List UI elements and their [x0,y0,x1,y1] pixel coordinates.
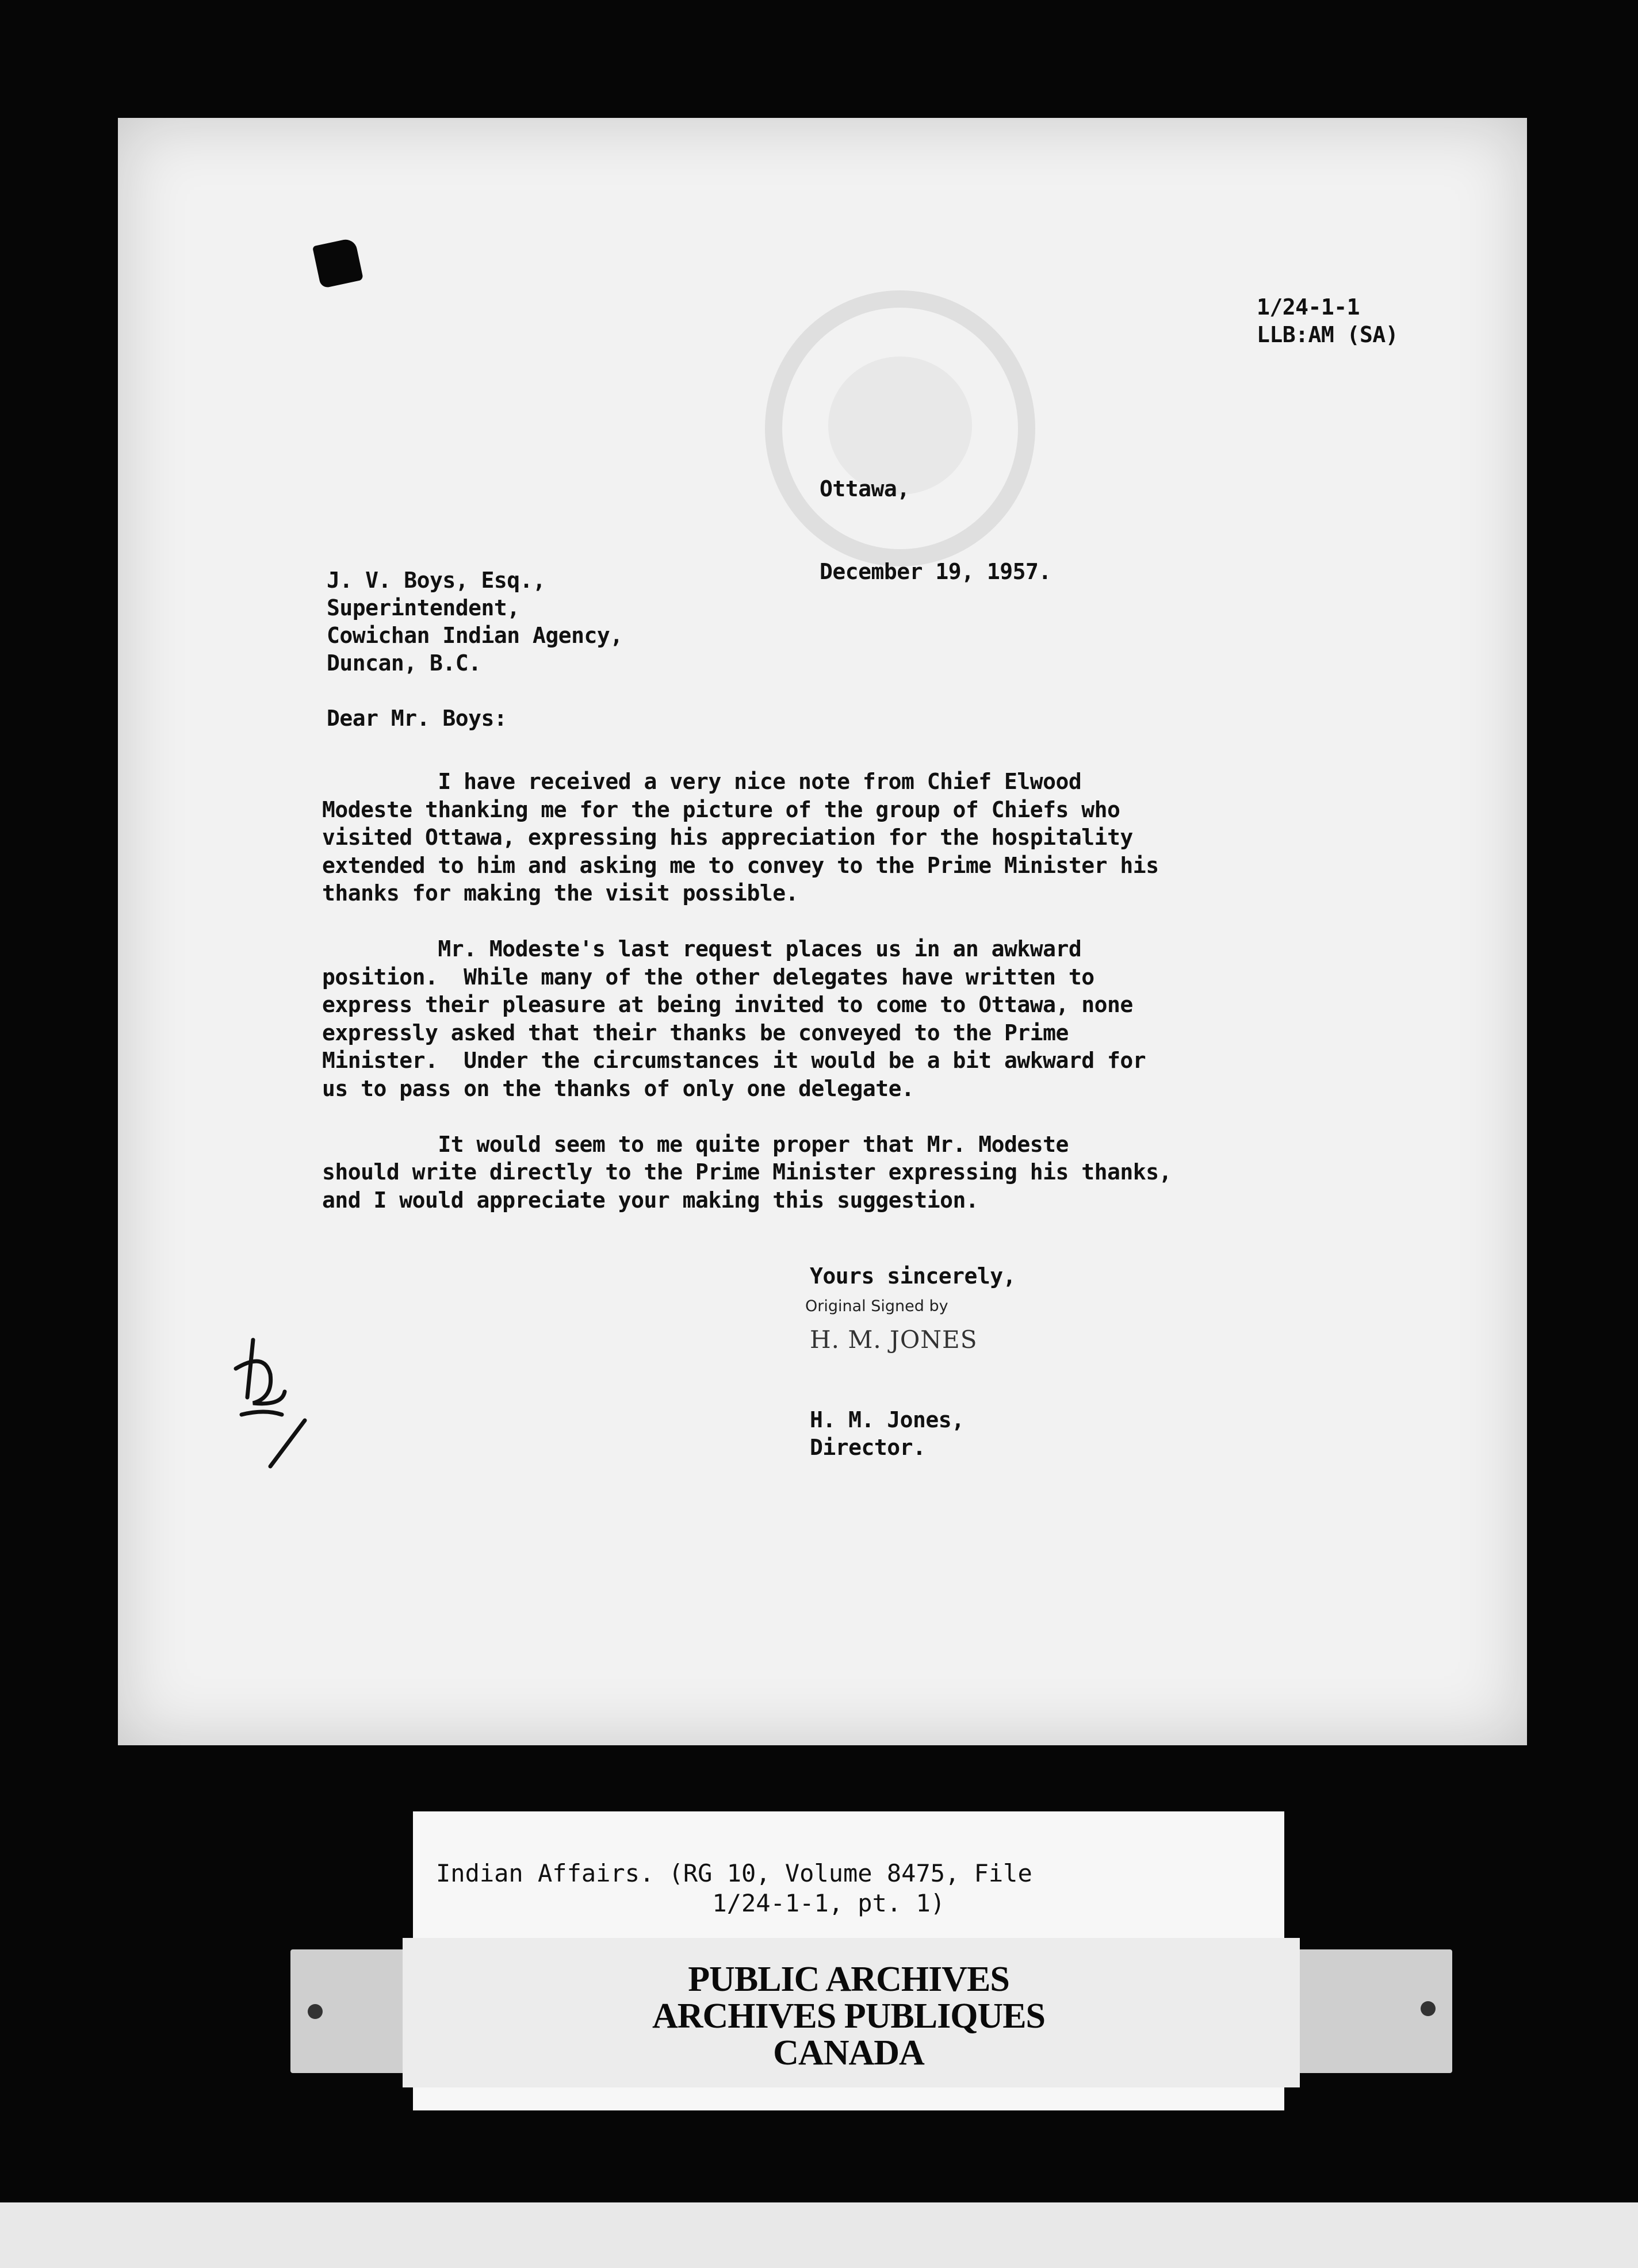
date-block [820,420,1051,613]
tape-hole [1421,2001,1436,2016]
signatory-block: H. M. Jones, Director. [810,1407,965,1460]
file-reference: 1/24-1-1 LLB:AM (SA) [1257,294,1399,347]
signed-by-stamp-name: H. M. JONES [810,1325,978,1354]
tape-hole [308,2004,323,2019]
signed-by-note: Original Signed by [805,1297,948,1315]
archives-title [413,1961,1284,2071]
place: Ottawa, [820,476,910,501]
letter-date: December 19, 1957. [820,559,1051,584]
archives-title-country: CANADA [773,2033,924,2072]
closing: Yours sincerely, [810,1263,1016,1289]
archives-title-en: PUBLIC ARCHIVES [688,1960,1009,1999]
letter-body: I have received a very nice note from Chief Elwood Modeste thanking me for the picture of the group of Chiefs who visited Ottawa, expressing his appreciation for the hospitality extended to him and asking me to convey to the Prime Minister his thanks for making the visit possible. Mr. Modeste's last request places us in an awkward position. While many of the other delegates have written to express their pleasure at being invited to come to Ottawa, none expressly asked that their thanks be conveyed to the Prime Minister. Under the circumstances it would be a bit awkward for us to pass on the thanks of only one delegate. It would seem to me quite proper that Mr. Modeste should write directly to the Prime Minister expressing his thanks, and I would appreciate your making this suggestion. [322,769,1172,1213]
archive-reference: Indian Affairs. (RG 10, Volume 8475, File 1/24-1-1, pt. 1) [436,1859,1032,1917]
film-edge [0,2202,1638,2268]
handwritten-initials [230,1328,322,1472]
recipient-address: J. V. Boys, Esq., Superintendent, Cowichan Indian Agency, Duncan, B.C. [327,568,623,676]
ink-smudge [312,237,363,289]
salutation: Dear Mr. Boys: [327,706,507,731]
archives-title-fr: ARCHIVES PUBLIQUES [652,1997,1046,2036]
